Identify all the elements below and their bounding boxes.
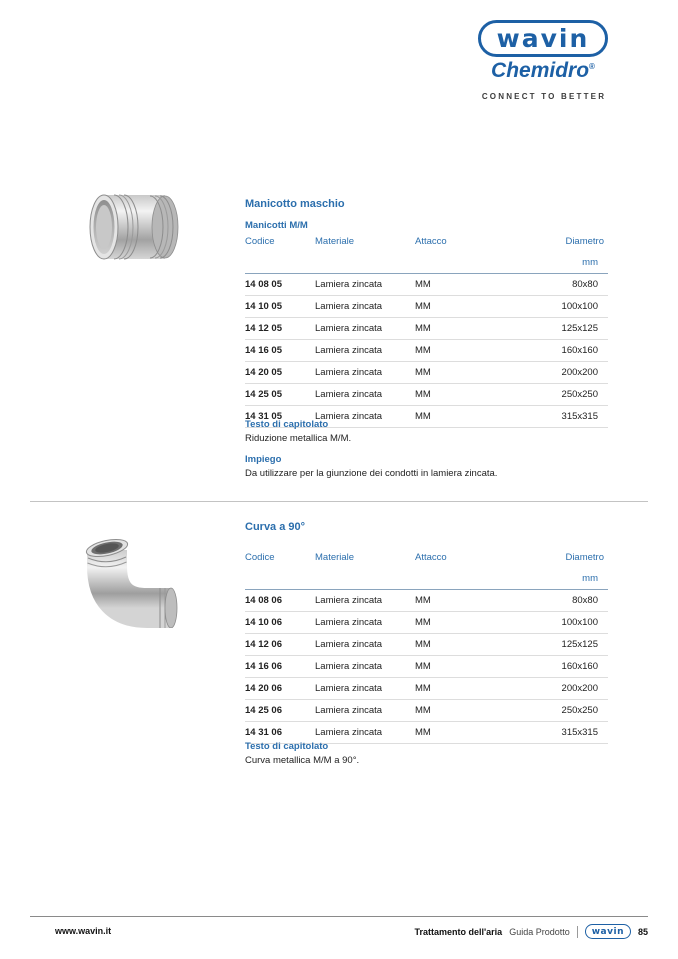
curva-product-image — [75, 528, 187, 628]
footer-divider — [30, 916, 648, 917]
cell-diametro: 315x315 — [545, 406, 608, 428]
cell-diametro: 80x80 — [545, 274, 608, 296]
cell-materiale: Lamiera zincata — [315, 384, 415, 406]
cell-materiale: Lamiera zincata — [315, 340, 415, 362]
cell-codice: 14 10 06 — [245, 612, 315, 634]
cell-attacco: MM — [415, 318, 545, 340]
cell-attacco: MM — [415, 296, 545, 318]
cell-diametro: 250x250 — [545, 700, 608, 722]
cell-attacco: MM — [415, 274, 545, 296]
cell-attacco: MM — [415, 634, 545, 656]
section2-table — [245, 550, 608, 744]
cell-attacco: MM — [415, 612, 545, 634]
cell-codice: 14 20 05 — [245, 362, 315, 384]
table-row — [245, 590, 608, 612]
cell-diametro: 315x315 — [545, 722, 608, 744]
cell-materiale: Lamiera zincata — [315, 362, 415, 384]
wavin-logo-text: wavin — [496, 24, 590, 53]
table-unit-row — [245, 257, 608, 274]
cell-materiale: Lamiera zincata — [315, 634, 415, 656]
header-materiale: Materiale — [315, 236, 355, 247]
section1-spec-title: Testo di capitolato — [245, 419, 329, 430]
footer-vertical-divider — [577, 926, 578, 938]
footer-website: www.wavin.it — [55, 926, 112, 936]
cell-attacco: MM — [415, 700, 545, 722]
cell-diametro: 160x160 — [545, 656, 608, 678]
brand-tagline: CONNECT TO BETTER — [481, 92, 607, 101]
unit-label: mm — [245, 257, 608, 274]
table-row — [245, 362, 608, 384]
section1-spec-text: Riduzione metallica M/M. — [245, 433, 352, 444]
cell-codice: 14 25 05 — [245, 384, 315, 406]
table-row — [245, 634, 608, 656]
section1-table — [245, 234, 608, 428]
cell-materiale: Lamiera zincata — [315, 406, 415, 428]
cell-codice: 14 25 06 — [245, 700, 315, 722]
section1-usage-text: Da utilizzare per la giunzione dei condotti in lamiera zincata. — [245, 468, 498, 479]
cell-attacco: MM — [415, 678, 545, 700]
footer-right-group — [415, 924, 648, 939]
unit-label: mm — [245, 573, 608, 590]
cell-attacco: MM — [415, 362, 545, 384]
cell-codice: 14 08 06 — [245, 590, 315, 612]
table-row — [245, 656, 608, 678]
cell-codice: 14 16 06 — [245, 656, 315, 678]
cell-diametro: 100x100 — [545, 612, 608, 634]
cell-diametro: 100x100 — [545, 296, 608, 318]
cell-attacco: MM — [415, 406, 545, 428]
registered-mark: ® — [589, 62, 595, 71]
footer-doc-title: Trattamento dell'aria — [414, 926, 503, 937]
cell-materiale: Lamiera zincata — [315, 722, 415, 744]
table-row — [245, 612, 608, 634]
page-number: 85 — [637, 926, 648, 937]
chemidro-text: Chemidro — [491, 59, 590, 82]
cell-codice: 14 20 06 — [245, 678, 315, 700]
table-row — [245, 296, 608, 318]
cell-diametro: 200x200 — [545, 362, 608, 384]
section1-usage-title: Impiego — [245, 454, 282, 465]
cell-codice: 14 10 05 — [245, 296, 315, 318]
section2-title: Curva a 90° — [245, 521, 306, 533]
cell-materiale: Lamiera zincata — [315, 296, 415, 318]
cell-diametro: 250x250 — [545, 384, 608, 406]
table-row — [245, 318, 608, 340]
header-attacco: Attacco — [415, 236, 447, 247]
cell-diametro: 125x125 — [545, 634, 608, 656]
section2-spec-title: Testo di capitolato — [245, 741, 329, 752]
table-row — [245, 384, 608, 406]
table-row — [245, 700, 608, 722]
cell-codice: 14 12 05 — [245, 318, 315, 340]
section2-spec-text: Curva metallica M/M a 90°. — [245, 755, 360, 766]
table-row — [245, 340, 608, 362]
cell-materiale: Lamiera zincata — [315, 678, 415, 700]
cell-codice: 14 31 06 — [245, 722, 315, 744]
cell-attacco: MM — [415, 656, 545, 678]
wavin-logo — [478, 20, 608, 57]
section-divider — [30, 501, 648, 502]
footer-wavin-logo: wavin — [585, 924, 631, 939]
table-header-row — [245, 550, 608, 573]
chemidro-logo — [478, 59, 608, 83]
section1-title: Manicotto maschio — [245, 198, 345, 210]
cell-diametro: 200x200 — [545, 678, 608, 700]
cell-codice: 14 16 05 — [245, 340, 315, 362]
cell-materiale: Lamiera zincata — [315, 318, 415, 340]
cell-codice: 14 08 05 — [245, 274, 315, 296]
header-codice: Codice — [245, 552, 275, 563]
table-unit-row — [245, 573, 608, 590]
header-materiale: Materiale — [315, 552, 355, 563]
cell-diametro: 80x80 — [545, 590, 608, 612]
cell-materiale: Lamiera zincata — [315, 590, 415, 612]
cell-materiale: Lamiera zincata — [315, 700, 415, 722]
header-diametro: Diametro — [565, 236, 604, 247]
cell-diametro: 125x125 — [545, 318, 608, 340]
cell-attacco: MM — [415, 590, 545, 612]
cell-attacco: MM — [415, 722, 545, 744]
cell-codice: 14 31 05 — [245, 406, 315, 428]
cell-materiale: Lamiera zincata — [315, 612, 415, 634]
manicotto-product-image — [82, 186, 182, 268]
cell-attacco: MM — [415, 384, 545, 406]
table-header-row — [245, 234, 608, 257]
cell-materiale: Lamiera zincata — [315, 274, 415, 296]
table-row — [245, 678, 608, 700]
header-diametro: Diametro — [565, 552, 604, 563]
cell-diametro: 160x160 — [545, 340, 608, 362]
cell-attacco: MM — [415, 340, 545, 362]
header-attacco: Attacco — [415, 552, 447, 563]
cell-codice: 14 12 06 — [245, 634, 315, 656]
table-row — [245, 274, 608, 296]
section1-subtitle: Manicotti M/M — [245, 220, 308, 231]
header-codice: Codice — [245, 236, 275, 247]
footer-doc-subtitle: Guida Prodotto — [509, 926, 570, 937]
cell-materiale: Lamiera zincata — [315, 656, 415, 678]
